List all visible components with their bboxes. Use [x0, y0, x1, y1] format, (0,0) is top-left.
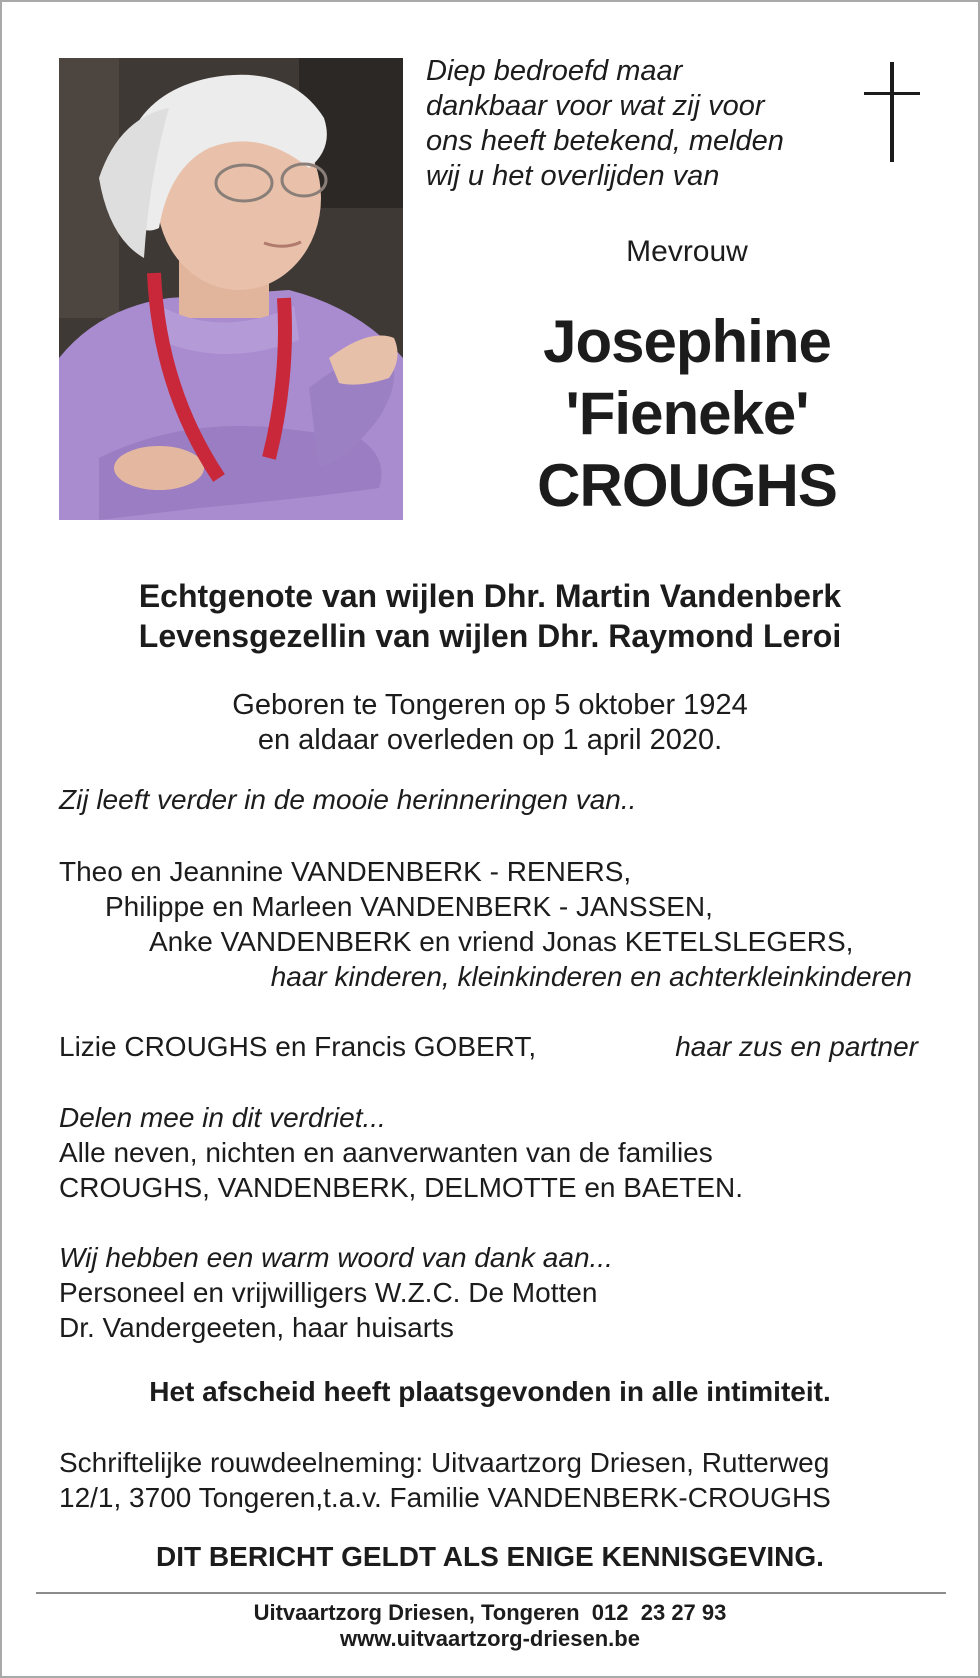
child-line: Anke VANDENBERK en vriend Jonas KETELSLEGERS, — [149, 926, 854, 957]
thanks-intro: Wij hebben een warm woord van dank aan... — [59, 1242, 613, 1273]
intro-text — [426, 54, 846, 194]
condolence-line: Schriftelijke rouwdeelneming: Uitvaartzorg Driesen, Rutterweg — [59, 1447, 830, 1478]
partner-line: Levensgezellin van wijlen Dhr. Raymond Leroi — [138, 618, 842, 654]
nickname: 'Fieneke' — [565, 380, 809, 447]
notice-text: DIT BERICHT GELDT ALS ENIGE KENNISGEVING. — [156, 1541, 824, 1572]
first-name: Josephine — [543, 308, 831, 375]
footer-divider — [36, 1592, 946, 1594]
portrait-illustration — [59, 58, 403, 520]
sister-role: haar zus en partner — [675, 1031, 918, 1062]
family-line: Alle neven, nichten en aanverwanten van de families — [59, 1137, 713, 1168]
death-line: en aldaar overleden op 1 april 2020. — [257, 724, 723, 756]
sister-names: Lizie CROUGHS en Francis GOBERT, — [59, 1031, 537, 1062]
deceased-name — [432, 306, 942, 522]
memories-intro: Zij leeft verder in de mooie herinneringen van.. — [59, 784, 637, 815]
farewell-text: Het afscheid heeft plaatsgevonden in alle intimiteit. — [149, 1376, 831, 1407]
spouse-line: Echtgenote van wijlen Dhr. Martin Vandenberk — [138, 578, 842, 614]
intro-line: ons heeft betekend, melden — [426, 125, 784, 157]
birth-line: Geboren te Tongeren op 5 oktober 1924 — [232, 689, 748, 721]
child-line: Philippe en Marleen VANDENBERK - JANSSEN, — [105, 891, 713, 922]
intro-line: Diep bedroefd maar — [426, 55, 683, 87]
spouse-section — [22, 576, 958, 656]
footer-website[interactable]: www.uitvaartzorg-driesen.be — [340, 1626, 640, 1651]
family-line: CROUGHS, VANDENBERK, DELMOTTE en BAETEN. — [59, 1172, 744, 1203]
thanks-line: Personeel en vrijwilligers W.Z.C. De Motten — [59, 1277, 598, 1308]
condolence-line: 12/1, 3700 Tongeren,t.a.v. Familie VANDENBERK-CROUGHS — [59, 1482, 831, 1513]
child-line: Theo en Jeannine VANDENBERK - RENERS, — [59, 856, 632, 887]
children-role: haar kinderen, kleinkinderen en achterkleinkinderen — [270, 961, 912, 992]
dates-section — [22, 688, 958, 758]
footer-company: Uitvaartzorg Driesen, Tongeren 012 23 27 93 — [253, 1600, 727, 1625]
thanks-line: Dr. Vandergeeten, haar huisarts — [59, 1312, 454, 1343]
portrait-photo — [59, 58, 403, 520]
title-prefix: Mevrouw — [626, 235, 748, 268]
footer — [22, 1600, 958, 1652]
cross-icon — [864, 62, 920, 162]
family-intro: Delen mee in dit verdriet... — [59, 1102, 386, 1133]
last-name: CROUGHS — [537, 452, 837, 519]
intro-line: dankbaar voor wat zij voor — [426, 90, 765, 122]
intro-line: wij u het overlijden van — [426, 160, 720, 192]
